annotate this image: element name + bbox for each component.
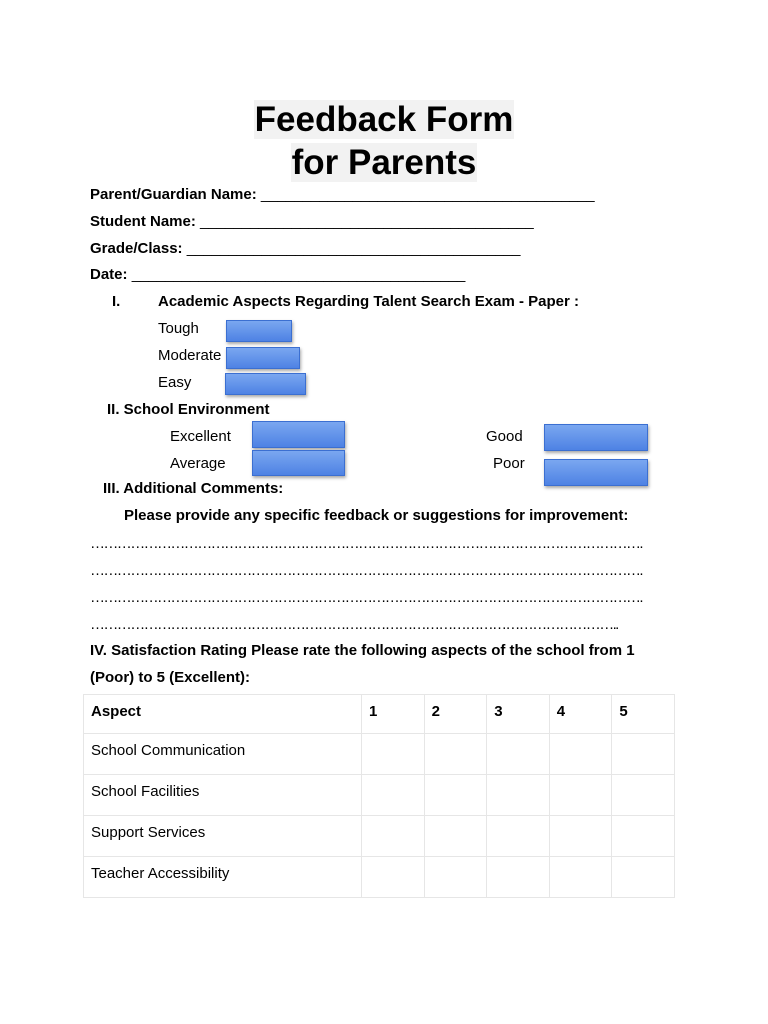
- student-name-field[interactable]: [90, 213, 534, 230]
- option-excellent-label: Excellent: [170, 428, 231, 445]
- section-1-heading: Academic Aspects Regarding Talent Search Exam - Paper :: [158, 293, 579, 310]
- rating-cell[interactable]: [612, 775, 675, 816]
- parent-name-field[interactable]: [90, 186, 595, 203]
- rating-cell[interactable]: [612, 734, 675, 775]
- grade-class-field[interactable]: [90, 240, 520, 257]
- option-tough-label: Tough: [158, 320, 199, 337]
- aspect-cell: School Facilities: [84, 775, 362, 816]
- section-2-heading: II. School Environment: [107, 401, 270, 418]
- option-moderate-box[interactable]: [226, 347, 300, 369]
- rating-cell[interactable]: [487, 775, 550, 816]
- date-line[interactable]: ________________________________________: [131, 266, 466, 283]
- comment-line-2[interactable]: …………………………………………………………………………………………………………….: [90, 562, 642, 579]
- rating-cell[interactable]: [487, 857, 550, 898]
- comment-line-4[interactable]: ………………………………………………………………………………………………………..: [90, 616, 618, 633]
- form-title-line-2: for Parents: [291, 143, 477, 182]
- section-1-numeral: I.: [112, 293, 121, 310]
- comment-line-3[interactable]: …………………………………………………………………………………………………………….: [90, 589, 642, 606]
- option-moderate-label: Moderate: [158, 347, 222, 364]
- rating-cell[interactable]: [612, 816, 675, 857]
- option-poor-box[interactable]: [544, 459, 648, 486]
- header-2: 2: [424, 695, 487, 734]
- table-header-row: [84, 695, 675, 734]
- parent-name-label: Parent/Guardian Name:: [90, 186, 257, 203]
- parent-name-line[interactable]: ________________________________________: [260, 186, 595, 203]
- grade-class-label: Grade/Class:: [90, 240, 183, 257]
- rating-cell[interactable]: [424, 775, 487, 816]
- satisfaction-rating-table: [83, 694, 675, 898]
- student-name-line[interactable]: ________________________________________: [200, 213, 534, 230]
- option-excellent-box[interactable]: [252, 421, 345, 448]
- table-row: [84, 775, 675, 816]
- rating-cell[interactable]: [549, 734, 612, 775]
- table-row: [84, 816, 675, 857]
- rating-cell[interactable]: [549, 816, 612, 857]
- option-average-box[interactable]: [252, 450, 345, 476]
- student-name-label: Student Name:: [90, 213, 196, 230]
- rating-cell[interactable]: [424, 734, 487, 775]
- header-4: 4: [549, 695, 612, 734]
- rating-cell[interactable]: [362, 775, 425, 816]
- header-aspect: Aspect: [84, 695, 362, 734]
- option-easy-box[interactable]: [225, 373, 306, 395]
- rating-cell[interactable]: [612, 857, 675, 898]
- form-title-line-1: Feedback Form: [254, 100, 514, 139]
- header-5: 5: [612, 695, 675, 734]
- aspect-cell: Support Services: [84, 816, 362, 857]
- date-field[interactable]: [90, 266, 465, 283]
- comment-line-1[interactable]: …………………………………………………………………………………………………………….: [90, 535, 642, 552]
- rating-cell[interactable]: [424, 857, 487, 898]
- table-row: [84, 734, 675, 775]
- grade-class-line[interactable]: ________________________________________: [186, 240, 521, 257]
- rating-cell[interactable]: [424, 816, 487, 857]
- rating-cell[interactable]: [549, 775, 612, 816]
- rating-cell[interactable]: [362, 857, 425, 898]
- rating-cell[interactable]: [362, 734, 425, 775]
- rating-cell[interactable]: [487, 816, 550, 857]
- section-3-heading: III. Additional Comments:: [103, 480, 284, 497]
- header-3: 3: [487, 695, 550, 734]
- aspect-cell: Teacher Accessibility: [84, 857, 362, 898]
- option-good-label: Good: [486, 428, 523, 445]
- rating-cell[interactable]: [487, 734, 550, 775]
- rating-cell[interactable]: [549, 857, 612, 898]
- header-1: 1: [362, 695, 425, 734]
- option-easy-label: Easy: [158, 374, 192, 391]
- table-row: [84, 857, 675, 898]
- comments-prompt: Please provide any specific feedback or suggestions for improvement:: [124, 507, 629, 524]
- option-average-label: Average: [170, 455, 226, 472]
- section-4-heading-line-1: IV. Satisfaction Rating Please rate the following aspects of the school from 1: [90, 642, 635, 659]
- section-4-heading-line-2: (Poor) to 5 (Excellent):: [90, 669, 251, 686]
- option-poor-label: Poor: [493, 455, 525, 472]
- date-label: Date:: [90, 266, 128, 283]
- option-good-box[interactable]: [544, 424, 648, 451]
- rating-cell[interactable]: [362, 816, 425, 857]
- aspect-cell: School Communication: [84, 734, 362, 775]
- option-tough-box[interactable]: [226, 320, 292, 342]
